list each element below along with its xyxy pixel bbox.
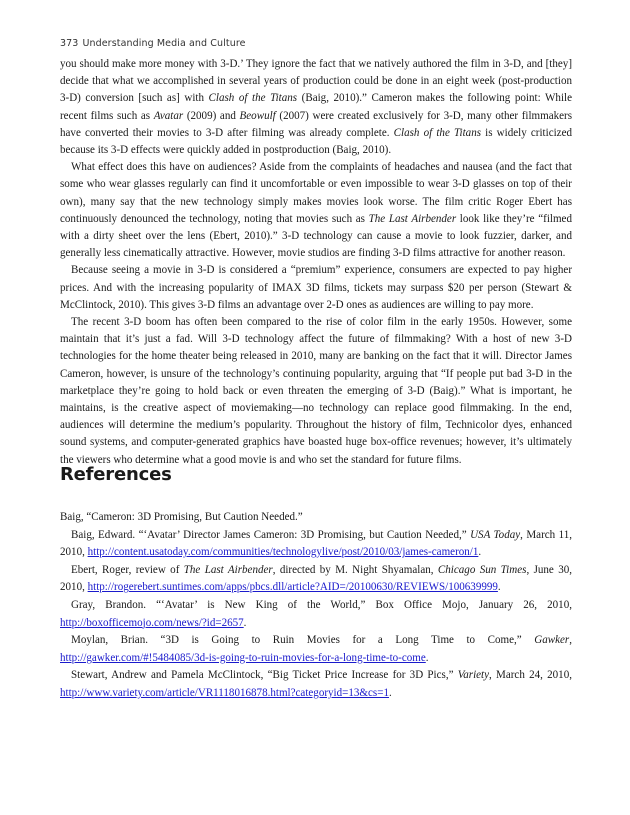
- text-run: Ebert, Roger, review of: [71, 563, 184, 576]
- text-run: .: [478, 546, 482, 559]
- text-run: Moylan, Brian. “3D is Going to Ruin Movies for a Long Time to Come,”: [71, 634, 535, 647]
- publication-title: Gawker: [534, 634, 570, 647]
- text-run: What effect does this have on audiences? Aside from the complaints of headaches and nausea (and the fact that some who wear glasses regularly can find it uncomfortable or even impossible to wear 3-D glasses on top of their own), many say that the new technology simply makes movies look worse. The film critic Roger Ebert has continuously denounced the technology, noting that movies such as: [60, 161, 572, 225]
- film-title: Beowulf: [239, 109, 276, 122]
- film-title: Clash of the Titans: [393, 126, 482, 139]
- text-run: .: [497, 581, 501, 594]
- page-number: 373: [60, 38, 79, 49]
- text-run: .: [243, 616, 247, 629]
- text-run: , March 24, 2010,: [489, 669, 572, 682]
- publication-title: Variety: [457, 669, 490, 682]
- body-text: [60, 56, 572, 469]
- reference-link[interactable]: http://boxofficemojo.com/news/?id=2657: [60, 616, 244, 629]
- reference-item: [60, 527, 572, 562]
- text-run: Stewart, Andrew and Pamela McClintock, “Big Ticket Price Increase for 3D Pics,”: [71, 669, 458, 682]
- running-header: [60, 38, 250, 49]
- film-title: Avatar: [153, 109, 184, 122]
- paragraph-1: [60, 56, 572, 159]
- book-title: Understanding Media and Culture: [82, 38, 246, 49]
- reference-link[interactable]: http://content.usatoday.com/communities/technologylive/post/2010/03/james-cameron/1: [87, 546, 479, 559]
- film-title: The Last Airbender: [183, 563, 273, 576]
- text-run: (2009) and: [183, 109, 240, 122]
- paragraph-2: [60, 159, 572, 262]
- publication-title: Chicago Sun Times: [437, 563, 527, 576]
- reference-link[interactable]: http://www.variety.com/article/VR1118016878.html?categoryid=13&cs=1: [60, 686, 389, 699]
- reference-item: [60, 562, 572, 597]
- text-run: look like they’re “filmed with a dirty sheet over the lens (Ebert, 2010).” 3-D technology can cause a movie to look fuzzier, darker, and generally less cinematically attractive. However, movie studios are finding 3-D films attractive for another reason.: [60, 212, 572, 260]
- reference-item: Baig, “Cameron: 3D Promising, But Caution Needed.”: [60, 511, 303, 523]
- paragraph-4: The recent 3-D boom has often been compared to the rise of color film in the early 1950s. However, some maintain that it’s just a fad. Will 3-D technology affect the future of filmmaking? With a host of new 3-D technologies for the home theater being released in 2010, many are banking on the fact that it will. Director James Cameron, however, is unsure of the technology’s continuing popularity, arguing that “If people put bad 3-D in the marketplace they’re going to hold back or even threaten the emerging of 3-D (Baig).” What is important, he maintains, is the creative aspect of moviemaking—no technology can replace good filmmaking. In the end, audiences will determine the medium’s popularity. Throughout the history of film, Technicolor dyes, enhanced sound systems, and computer-generated graphics have boasted huge box-office revenues; however, it’s ultimately the viewers who determine what a good movie is and who set the standard for future films.: [60, 316, 572, 466]
- text-run: .: [388, 686, 392, 699]
- text-run: .: [425, 651, 429, 664]
- paragraph-3: Because seeing a movie in 3-D is considered a “premium” experience, consumers are expected to pay higher prices. And with the increasing popularity of IMAX 3D films, tickets may surpass $20 per person (Stewart & McClintock, 2010). This gives 3-D films an advantage over 2-D ones as audiences are willing to pay more.: [60, 264, 572, 311]
- text-run: , directed by M. Night Shyamalan,: [272, 563, 438, 576]
- text-run: , June 30, 2010,: [60, 563, 572, 594]
- text-run: you should make more money with 3-D.’ They ignore the fact that we natively authored the film in 3-D, and [they] decide that what we accomplished in several years of production could be done in an eight week (post-production 3-D) conversion [such as] with: [60, 58, 572, 105]
- reference-link[interactable]: http://rogerebert.suntimes.com/apps/pbcs.dll/article?AID=/20100630/REVIEWS/100639999: [87, 581, 498, 594]
- references-heading: References: [60, 464, 172, 485]
- reference-item: [60, 597, 572, 632]
- reference-item: [60, 632, 572, 667]
- film-title: The Last Airbender: [368, 212, 457, 225]
- references-list: [60, 509, 572, 703]
- text-run: Baig, Edward. “‘Avatar’ Director James Cameron: 3D Promising, but Caution Needed,”: [71, 528, 471, 541]
- text-run: (2007) were created exclusively for 3-D, many other filmmakers have converted their movies to 3-D after filming was already complete.: [60, 109, 573, 139]
- reference-item: [60, 667, 572, 702]
- text-run: , March 11, 2010,: [60, 528, 573, 559]
- publication-title: USA Today: [470, 528, 521, 541]
- text-run: (Baig, 2010).” Cameron makes the following point: While recent films such as: [60, 92, 572, 122]
- text-run: is widely criticized because its 3-D effects were quickly added in postproduction (Baig, 2010).: [60, 126, 572, 157]
- text-run: ,: [569, 634, 572, 647]
- text-run: Gray, Brandon. “‘Avatar’ is New King of the World,” Box Office Mojo, January 26, 2010,: [71, 598, 572, 611]
- film-title: Clash of the Titans: [208, 92, 298, 105]
- reference-link[interactable]: http://gawker.com/#!5484085/3d-is-going-to-ruin-movies-for-a-long-time-to-come: [60, 651, 426, 664]
